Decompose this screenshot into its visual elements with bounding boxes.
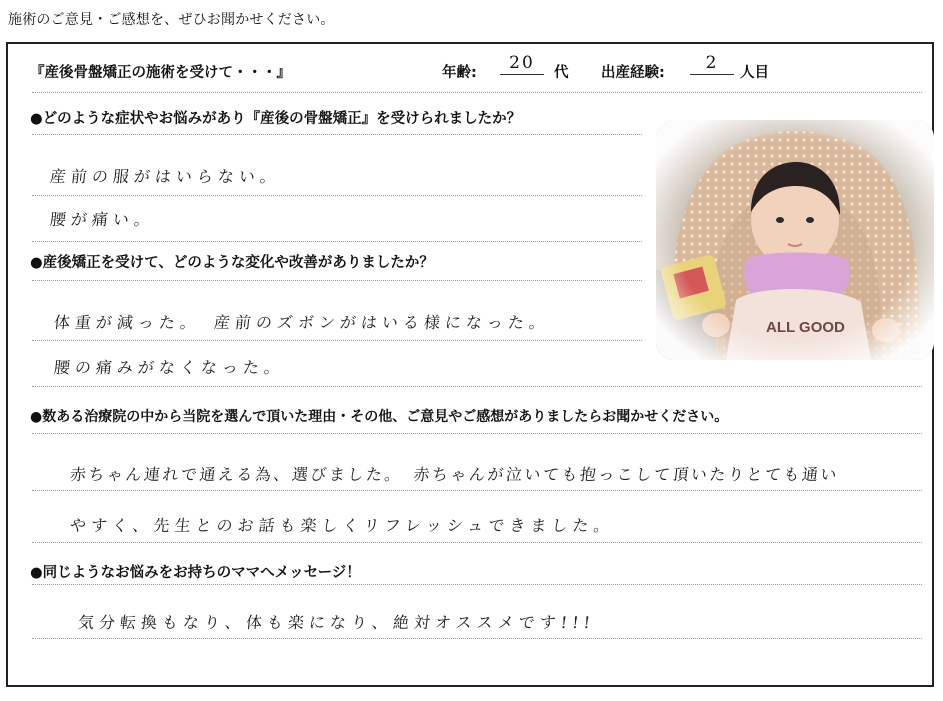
answer-symptoms-line-1: 産前の服がはいらない。 xyxy=(48,167,282,186)
question-changes: ●産後矯正を受けて、どのような変化や改善がありましたか？ xyxy=(30,255,434,271)
age-unit: 代 xyxy=(554,65,569,81)
ruled-line xyxy=(32,433,922,434)
answer-changes-line-1: 体重が減った。 産前のズボンがはいる様になった。 xyxy=(52,313,551,332)
ruled-line xyxy=(32,195,642,196)
ruled-line xyxy=(32,638,922,639)
birth-experience-value: 2 xyxy=(690,52,734,75)
form-title: 『産後骨盤矯正の施術を受けて・・・』 xyxy=(30,65,291,81)
answer-symptoms-line-2: 腰が痛い。 xyxy=(48,210,156,229)
question-reasons: ●数ある治療院の中から当院を選んで頂いた理由・その他、ご意見やご感想がありましたらお聞かせください。 xyxy=(30,409,729,425)
ruled-line xyxy=(32,241,642,242)
answer-reasons-line-1: 赤ちゃん連れで通える為、選びました。 赤ちゃんが泣いても抱っこして頂いたりとても通い xyxy=(68,465,840,484)
ruled-line xyxy=(32,280,642,281)
baby-photo xyxy=(656,120,934,360)
ruled-line xyxy=(32,584,922,585)
ruled-line xyxy=(32,542,922,543)
birth-experience-label: 出産経験: xyxy=(601,65,665,81)
ruled-line xyxy=(32,134,642,135)
ruled-line xyxy=(32,490,922,491)
birth-experience-unit: 人目 xyxy=(740,65,769,81)
feedback-form xyxy=(6,42,934,687)
question-message: ●同じようなお悩みをお持ちのママへメッセージ！ xyxy=(30,565,361,581)
baby-photo-illustration xyxy=(656,120,934,360)
answer-reasons-line-2: やすく、先生とのお話も楽しくリフレッシュできました。 xyxy=(68,516,616,535)
ruled-line xyxy=(32,340,642,341)
ruled-line xyxy=(32,386,922,387)
age-value: 20 xyxy=(500,52,544,75)
answer-changes-line-2: 腰の痛みがなくなった。 xyxy=(52,358,286,377)
answer-message-line-1: 気分転換もなり、体も楽になり、絶対オススメです!!! xyxy=(76,613,597,632)
intro-text: 施術のご意見・ご感想を、ぜひお聞かせください。 xyxy=(8,12,335,28)
ruled-line xyxy=(32,92,922,93)
age-label: 年齢: xyxy=(442,65,477,81)
question-symptoms: ●どのような症状やお悩みがあり『産後の骨盤矯正』を受けられましたか？ xyxy=(30,111,522,127)
